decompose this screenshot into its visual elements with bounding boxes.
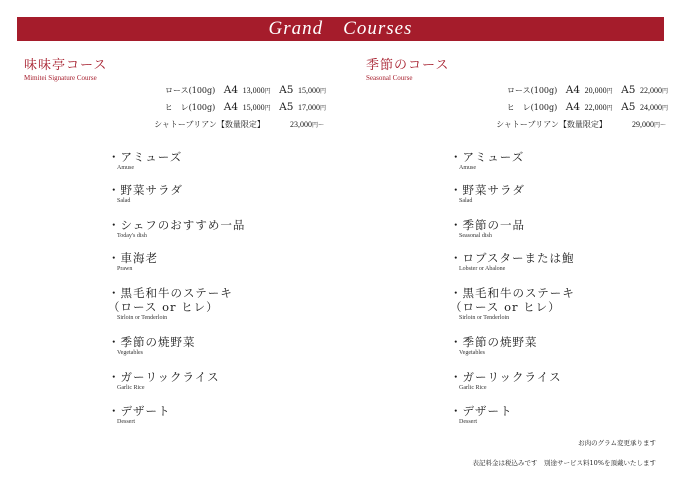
list-item	[108, 404, 171, 426]
yen-unit: 円	[661, 88, 668, 95]
list-item	[108, 335, 196, 357]
item-english: Prawn	[117, 266, 133, 272]
special-price: 23,000	[289, 120, 312, 129]
item-english: Lobster or Abalone	[459, 266, 506, 272]
price-a4: 13,000	[242, 86, 265, 95]
price-a5: 17,000	[297, 103, 320, 112]
item-name-line2: （ロース or ヒレ）	[108, 300, 219, 314]
grade-a4: A4	[565, 101, 581, 113]
item-name: ・車海老	[108, 251, 158, 265]
list-item	[108, 286, 233, 322]
yen-unit: 円～	[653, 122, 666, 129]
list-item	[450, 404, 513, 426]
list-item	[450, 370, 562, 392]
item-english: Vegetables	[117, 350, 143, 356]
price-a5: 22,000	[639, 86, 662, 95]
item-english: Amuse	[117, 165, 134, 171]
cut-label: ヒ レ(100g)	[506, 103, 558, 112]
item-english: Vegetables	[459, 350, 485, 356]
price-row-chateaubriand	[496, 119, 666, 132]
list-item	[108, 218, 245, 240]
cut-label: ロース(100g)	[507, 86, 558, 95]
item-english: Salad	[117, 198, 131, 204]
item-english: Garlic Rice	[117, 385, 145, 391]
price-a4: 22,000	[584, 103, 607, 112]
price-a4: 15,000	[242, 103, 265, 112]
cut-label: ロース(100g)	[165, 86, 216, 95]
list-item	[450, 218, 525, 240]
course-subtitle: Seasonal Course	[366, 74, 413, 82]
item-name-line2: （ロース or ヒレ）	[450, 300, 561, 314]
item-english: Dessert	[459, 419, 477, 425]
item-name: ・季節の焼野菜	[108, 335, 196, 349]
list-item	[450, 286, 575, 322]
grade-a4: A4	[223, 84, 239, 96]
yen-unit: 円	[264, 105, 271, 112]
item-english: Today's dish	[117, 233, 147, 239]
item-name: ・デザート	[108, 404, 171, 418]
grade-a5: A5	[279, 84, 294, 96]
item-name: ・黒毛和牛のステーキ	[108, 286, 233, 300]
special-label: シャトーブリアン【数量限定】	[496, 120, 607, 129]
price-a4: 20,000	[584, 86, 607, 95]
grade-a5: A5	[621, 84, 636, 96]
yen-unit: 円	[319, 105, 326, 112]
item-name: ・ガーリックライス	[108, 370, 220, 384]
footer-note-gram: お肉のグラム変更承ります	[578, 439, 656, 447]
special-price: 29,000	[631, 120, 654, 129]
item-name: ・野菜サラダ	[450, 183, 525, 197]
item-english: Sirloin or Tenderloin	[459, 315, 510, 321]
item-english: Amuse	[459, 165, 476, 171]
item-english: Salad	[459, 198, 473, 204]
item-english: Sirloin or Tenderloin	[117, 315, 168, 321]
list-item	[108, 370, 220, 392]
seasonal-course-column	[366, 58, 680, 425]
item-name: ・アミューズ	[108, 150, 183, 164]
list-item	[450, 335, 538, 357]
course-subtitle: Mimitei Signature Course	[24, 74, 97, 82]
price-a5: 15,000	[297, 86, 320, 95]
yen-unit: 円	[606, 105, 613, 112]
yen-unit: 円～	[311, 122, 324, 129]
item-name: ・季節の焼野菜	[450, 335, 538, 349]
list-item	[108, 183, 183, 205]
cut-label: ヒ レ(100g)	[164, 103, 216, 112]
price-a5: 24,000	[639, 103, 662, 112]
yen-unit: 円	[606, 88, 613, 95]
list-item	[450, 251, 575, 273]
course-title: 味味亭コース	[24, 58, 108, 73]
list-item	[450, 150, 524, 172]
item-name: ・野菜サラダ	[108, 183, 183, 197]
item-name: ・シェフのおすすめ一品	[108, 218, 246, 232]
list-item	[450, 183, 525, 205]
grade-a5: A5	[279, 101, 294, 113]
yen-unit: 円	[319, 88, 326, 95]
price-row-loin	[507, 84, 668, 98]
list-item	[108, 251, 158, 273]
course-title: 季節のコース	[366, 58, 450, 73]
grade-a5: A5	[621, 101, 636, 113]
item-name: ・黒毛和牛のステーキ	[450, 286, 575, 300]
yen-unit: 円	[264, 88, 271, 95]
yen-unit: 円	[661, 105, 668, 112]
price-row-chateaubriand	[154, 119, 324, 132]
item-english: Seasonal dish	[459, 233, 492, 239]
footer-note-tax: 表記料金は税込みです 別途サービス料10%を頂戴いたします	[472, 459, 656, 467]
grand-courses-banner: Grand Courses	[17, 17, 664, 41]
item-name: ・季節の一品	[450, 218, 525, 232]
item-name: ・ロブスターまたは鮑	[450, 251, 575, 265]
price-row-fillet	[165, 101, 326, 115]
price-row-fillet	[507, 101, 668, 115]
item-name: ・アミューズ	[450, 150, 525, 164]
item-name: ・デザート	[450, 404, 513, 418]
signature-course-column	[24, 58, 344, 425]
price-row-loin	[165, 84, 326, 98]
list-item	[108, 150, 182, 172]
item-english: Dessert	[117, 419, 135, 425]
grade-a4: A4	[565, 84, 581, 96]
item-english: Garlic Rice	[459, 385, 487, 391]
grade-a4: A4	[223, 101, 239, 113]
item-name: ・ガーリックライス	[450, 370, 562, 384]
special-label: シャトーブリアン【数量限定】	[154, 120, 265, 129]
